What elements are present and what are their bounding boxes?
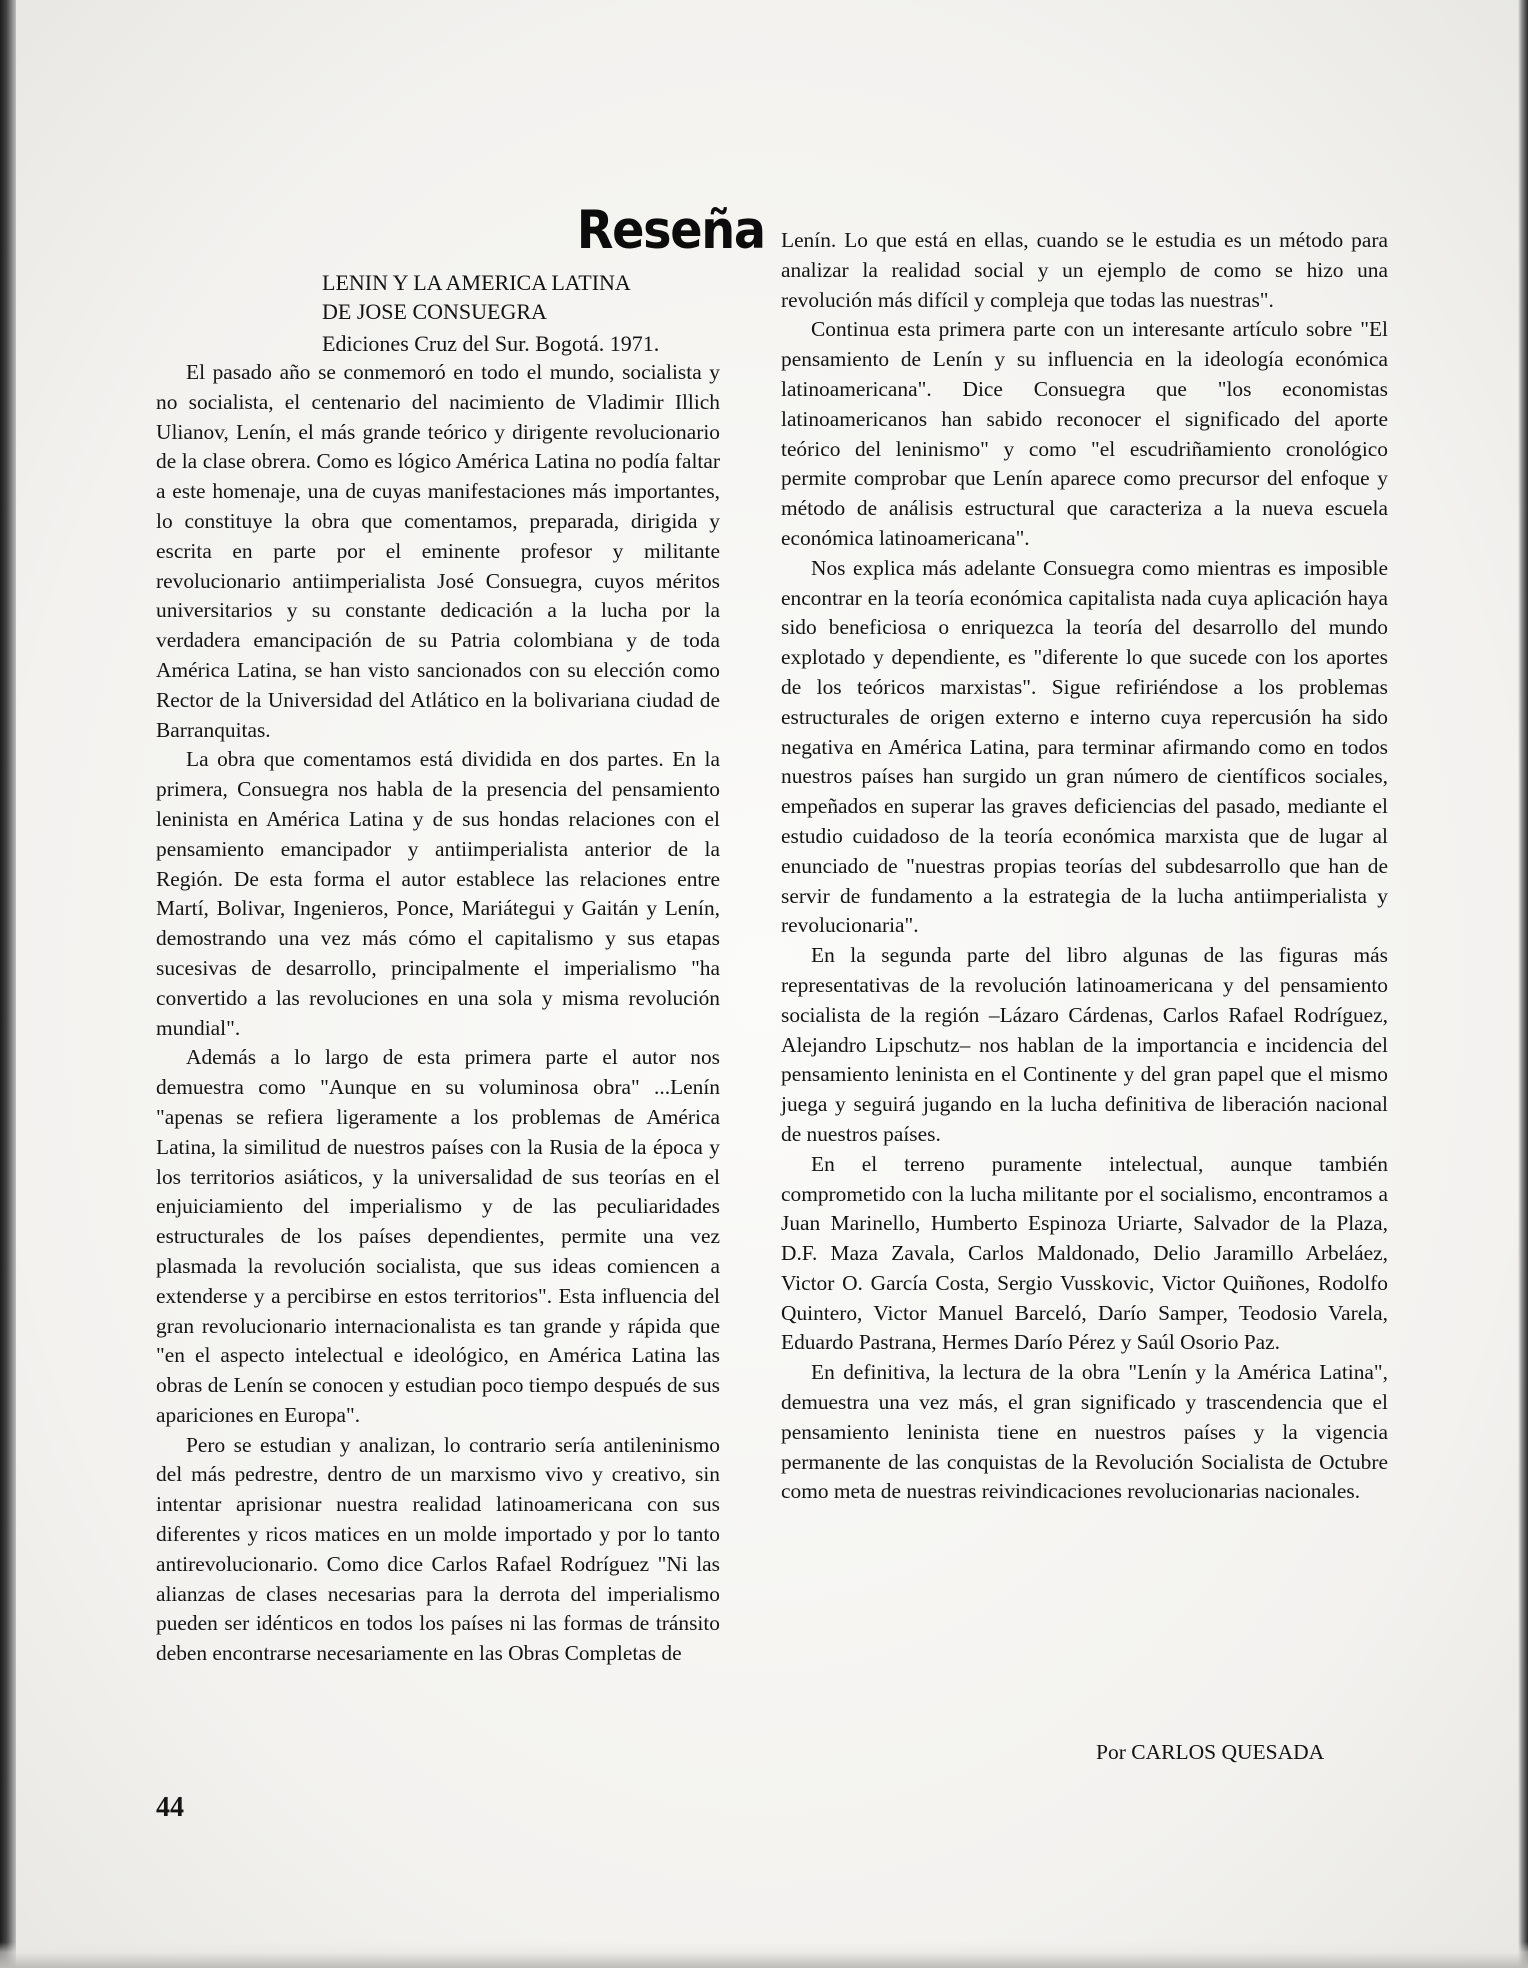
scan-edge-right (1518, 0, 1528, 1968)
paragraph: El pasado año se conmemoró en todo el mundo, socialista y no socialista, el centenario del nacimiento de Vladimir Illich Ulianov, Lenín, el más grande teórico y dirigente revolucionario de la clase obrera. Como es lógico América Latina no podía faltar a este homenaje, una de cuyas manifestaciones más importantes, lo constituye la obra que comentamos, preparada, dirigida y escrita en parte por el eminente profesor y militante revolucionario antiimperialista José Consuegra, cuyos méritos universitarios y su constante dedicación a la lucha por la verdadera emancipación de su Patria colombiana y de toda América Latina, se han visto sancionados con su elección como Rector de la Universidad del Atlático en la bolivariana ciudad de Barranquitas. (156, 360, 720, 742)
paragraph: En definitiva, la lectura de la obra "Lenín y la América Latina", demuestra una vez más, el gran significado y trascendencia que el pensamiento leninista tiene en nuestros países y la vigencia permanente de las conquistas de la Revolución Socialista de Octubre como meta de nuestras reivindicaciones revolucionarias nacionales. (781, 1360, 1388, 1504)
paragraph: Pero se estudian y analizan, lo contrario sería antileninismo del más pedrestre, dentro de un marxismo vivo y creativo, sin intentar aprisionar nuestra realidad latinoamericana con sus diferentes y ricos matices en un molde importado y por lo tanto antirevolucionario. Como dice Carlos Rafael Rodríguez "Ni las alianzas de clases necesarias para la derrota del imperialismo pueden ser idénticos en todos los países ni las formas de tránsito deben encontrarse necesariamente en las Obras Completas de (156, 1432, 720, 1666)
book-title-line-2: DE JOSE CONSUEGRA (322, 299, 547, 324)
left-column (156, 358, 720, 1669)
right-column (781, 226, 1388, 1507)
book-title-line-1: LENIN Y LA AMERICA LATINA (322, 270, 631, 295)
paragraph: Lenín. Lo que está en ellas, cuando se le estudia es un método para analizar la realidad social y un ejemplo de como se hizo una revolución más difícil y compleja que todas las nuestras". (781, 228, 1388, 312)
paragraph: En el terreno puramente intelectual, aunque también comprometido con la lucha militante por el socialismo, encontramos a Juan Marinello, Humberto Espinoza Uriarte, Salvador de la Plaza, D.F. Maza Zavala, Carlos Maldonado, Delio Jaramillo Arbeláez, Victor O. García Costa, Sergio Vusskovic, Victor Quiñones, Rodolfo Quintero, Victor Manuel Barceló, Darío Samper, Teodosio Varela, Eduardo Pastrana, Hermes Darío Pérez y Saúl Osorio Paz. (781, 1151, 1388, 1355)
section-heading: Reseña (576, 200, 765, 261)
scan-edge-bottom (0, 1942, 1528, 1968)
scan-edge-left (0, 0, 16, 1968)
paragraph: Además a lo largo de esta primera parte el autor nos demuestra como "Aunque en su voluminosa obra" ...Lenín "apenas se refiera ligeramente a los problemas de América Latina, la similitud de nuestros países con la Rusia de la época y los territorios asiáticos, y la universalidad de sus teorías en el enjuiciamiento del imperialismo y de las peculiaridades estructurales de los países dependientes, permite una vez plasmada la revolución socialista, que sus ideas comiencen a extenderse y a percibirse en estos territorios". Esta influencia del gran revolucionario internacionalista es tan grande y rápida que "en el aspecto intelectual e ideológico, en América Latina las obras de Lenín se conocen y estudian poco tiempo después de sus apariciones en Europa". (156, 1045, 720, 1427)
paragraph: La obra que comentamos está dividida en dos partes. En la primera, Consuegra nos habla de la presencia del pensamiento leninista en América Latina y de sus hondas relaciones con el pensamiento emancipador y antiimperialista anterior de la Región. De esta forma el autor establece las relaciones entre Martí, Bolivar, Ingenieros, Ponce, Mariátegui y Gaitán y Lenín, demostrando una vez más cómo el capitalismo y sus etapas sucesivas de desarrollo, principalmente el imperialismo "ha convertido a las revoluciones en una sola y misma revolución mundial". (156, 747, 720, 1040)
paragraph: En la segunda parte del libro algunas de las figuras más representativas de la revolución latinoamericana y del pensamiento socialista de la región –Lázaro Cárdenas, Carlos Rafael Rodríguez, Alejandro Lipschutz– nos hablan de la importancia e incidencia del pensamiento leninista en el Continente y del gran papel que el mismo juega y seguirá jugando en la lucha definitiva de liberación nacional de nuestros países. (781, 943, 1388, 1146)
page-number: 44 (156, 1792, 184, 1823)
book-publication: Ediciones Cruz del Sur. Bogotá. 1971. (322, 331, 660, 356)
paragraph: Nos explica más adelante Consuegra como mientras es imposible encontrar en la teoría económica capitalista nada cuya aplicación haya sido beneficiosa o enriquezca la teoría del desarrollo del mundo explotado y dependiente, es "diferente lo que sucede con los aportes de los teóricos marxistas". Sigue refiriéndose a los problemas estructurales de origen externo e interno cuya repercusión ha sido negativa en América Latina, para terminar afirmando como en todos nuestros países han surgido un gran número de científicos sociales, empeñados en superar las graves deficiencias del pasado, mediante el estudio cuidadoso de la teoría económica marxista que de lugar al enunciado de "nuestras propias teorías del subdesarrollo que han de servir de fundamento a la estrategia de la lucha antiimperialista y revolucionaria". (781, 555, 1388, 938)
paragraph: Continua esta primera parte con un interesante artículo sobre "El pensamiento de Lenín y su influencia en la ideología económica latinoamericana". Dice Consuegra que "los economistas latinoamericanos han sabido reconocer el significado del aporte teórico del leninismo" y como "el escudriñamiento cronológico permite comprobar que Lenín aparece como precursor del enfoque y método de análisis estructural que caracteriza a la nueva escuela económica latinoamericana". (781, 317, 1388, 550)
author-byline: Por CARLOS QUESADA (1096, 1740, 1325, 1764)
book-reference (322, 268, 742, 358)
